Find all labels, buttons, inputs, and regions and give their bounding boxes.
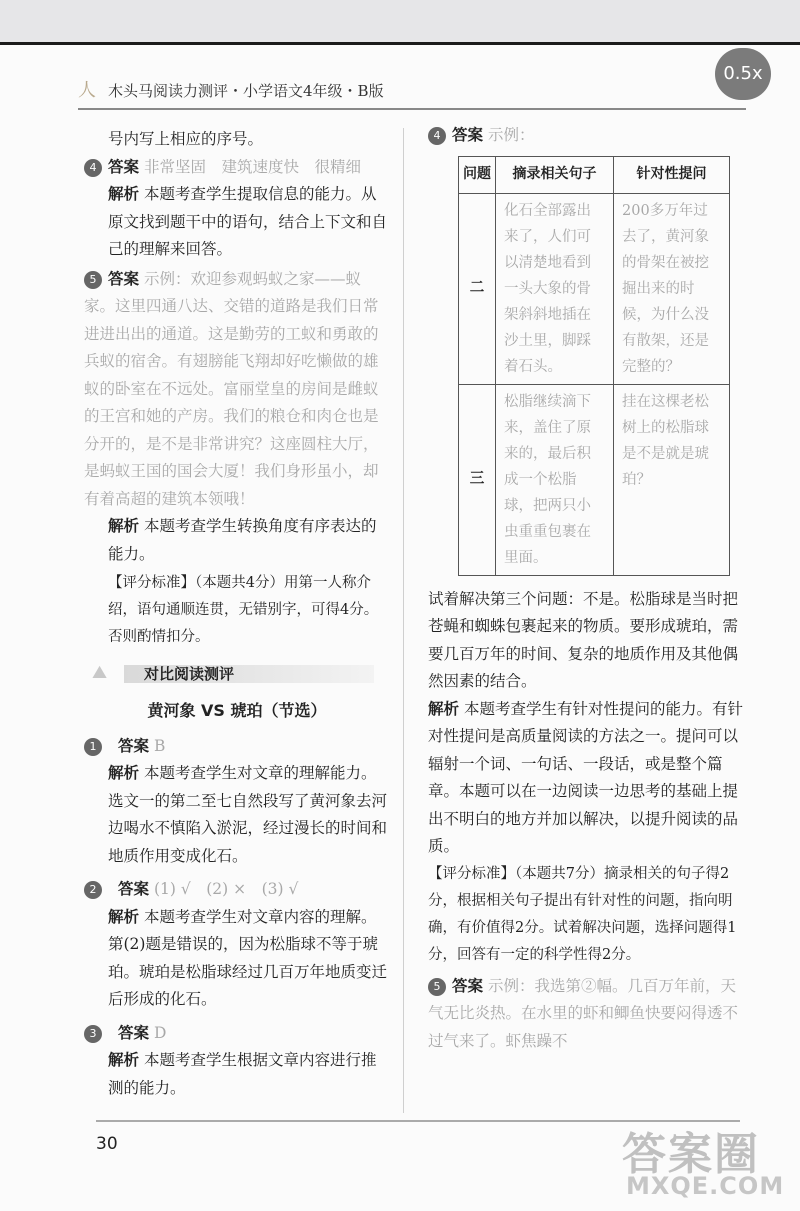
column-divider	[403, 128, 404, 1113]
analysis-a2	[84, 904, 390, 1014]
question-number: 5	[428, 978, 446, 996]
right-column	[428, 122, 746, 1055]
answer-a3-line	[84, 1020, 390, 1048]
answer-label: 答案	[118, 880, 150, 898]
analysis-text: 本题考查学生对文章的理解能力。选文一的第二至七自然段写了黄河象去河边喝水不慎陷入淤泥，经过漫长的时间和地质作用变成化石。	[108, 764, 388, 865]
answer-label: 答案	[452, 126, 484, 144]
question-number: 1	[84, 738, 102, 756]
table-cell-sentence: 化石全部露出来了，人们可以清楚地看到一头大象的骨架斜斜地插在沙土里，脚踩着石头。	[496, 193, 614, 384]
analysis-text: 本题考查学生有针对性提问的能力。有针对性提问是高质量阅读的方法之一。提问可以辐射一个词、一句话、一段话，或是整个篇章。本题可以在一边阅读一边思考的基础上提出不明白的地方并加以解决，以提升阅读的品质。	[428, 699, 743, 855]
answer-text: D	[153, 1023, 167, 1042]
scoring-standard-5: 【评分标准】（本题共4分）用第一人称介绍，语句通顺连贯，无错别字，可得4分。否则酌情扣分。	[108, 575, 379, 645]
table-cell-question-text: 200多万年过去了，黄河象的骨架在被挖掘出来的时候，为什么没有散架，还是完整的？	[614, 193, 730, 384]
top-divider	[0, 42, 800, 45]
answer-text: B	[153, 736, 166, 755]
question-number: 5	[84, 271, 102, 289]
header-person-icon: 人	[78, 80, 96, 101]
table-cell-question: 二	[459, 193, 496, 384]
watermark-url: MXQE.COM	[626, 1172, 785, 1200]
answer-a1-line	[84, 733, 390, 761]
page-number: 30	[96, 1134, 118, 1154]
analysis-label: 解析	[108, 764, 140, 782]
answer-5-line	[84, 266, 390, 514]
watermark-logo: 答案圈	[622, 1129, 760, 1180]
viewer-top-bar	[0, 0, 800, 42]
table-row	[459, 384, 730, 575]
playback-speed-button[interactable]: 0.5x	[715, 48, 771, 100]
answer-label: 答案	[118, 736, 150, 755]
section-header	[84, 659, 390, 689]
analysis-a1	[84, 760, 390, 870]
article-title: 黄河象 VS 琥珀（节选）	[147, 701, 327, 720]
analysis-label: 解析	[108, 517, 140, 535]
analysis-label: 解析	[428, 699, 460, 718]
analysis-label: 解析	[108, 185, 140, 203]
question-number: 4	[428, 127, 446, 145]
scoring-standard-r4: 【评分标准】（本题共7分）摘录相关的句子得2分，根据相关句子提出有针对性的问题，指向明确，有价值得2分。试着解决问题，选择问题得1分，回答有一定的科学性得2分。	[428, 865, 737, 963]
answer-text: 示例：	[487, 126, 535, 144]
answer-text: 示例：我选第②幅。几百万年前，天气无比炎热。在水里的虾和鲫鱼快要闷得透不过气来了。虾焦躁不	[428, 976, 739, 1050]
header-rule	[78, 108, 746, 110]
running-header: 木头马阅读力测评・小学语文4年级・B版	[108, 82, 384, 100]
left-column	[84, 126, 390, 1102]
answer-text: 非常坚固 建筑速度快 很精细	[143, 157, 361, 176]
table-header-row	[459, 156, 730, 193]
solve-paragraph: 试着解决第三个问题：不是。松脂球是当时把苍蝇和蜘蛛包裹起来的物质。要形成琥珀，需要几百万年的时间、复杂的地质作用及其他偶然因素的结合。	[428, 589, 739, 690]
mountain-icon: ⛰	[92, 662, 108, 683]
continued-line: 号内写上相应的序号。	[108, 130, 264, 148]
answer-label: 答案	[108, 269, 140, 288]
answer-label: 答案	[452, 976, 484, 995]
analysis-a3	[84, 1047, 390, 1102]
section-title: 对比阅读测评	[144, 665, 235, 683]
column-header: 针对性提问	[614, 156, 730, 193]
analysis-5	[84, 513, 390, 568]
table-cell-question: 三	[459, 384, 496, 575]
analysis-r4	[428, 696, 746, 861]
question-number: 4	[84, 159, 102, 177]
table-row	[459, 193, 730, 384]
question-number: 3	[84, 1025, 102, 1043]
analysis-label: 解析	[108, 1051, 140, 1069]
answer-text: 示例：欢迎参观蚂蚁之家——蚁家。这里四通八达、交错的道路是我们日常进进出出的通道。这是勤劳的工蚁和勇敢的兵蚁的宿舍。有翅膀能飞翔却好吃懒做的雄蚁的卧室在不远处。富丽堂皇的房间是雌蚁的王宫和她的产房。我们的粮仓和肉仓也是分开的，是不是非常讲究？这座圆柱大厅，是蚂蚁王国的国会大厦！我们身形虽小，却有着高超的建筑本领哦！	[84, 269, 379, 508]
answer-a2-line	[84, 876, 390, 904]
table-cell-question-text: 挂在这棵老松树上的松脂球是不是就是琥珀？	[614, 384, 730, 575]
answer-text: (1) √ (2) × (3) √	[153, 880, 299, 898]
analysis-label: 解析	[108, 907, 140, 926]
column-header: 摘录相关句子	[496, 156, 614, 193]
analysis-text: 本题考查学生转换角度有序表达的能力。	[108, 517, 377, 563]
column-header: 问题	[459, 156, 496, 193]
analysis-text: 本题考查学生提取信息的能力。从原文找到题干中的语句，结合上下文和自己的理解来回答。	[108, 185, 388, 258]
analysis-text: 本题考查学生对文章内容的理解。第(2)题是错误的，因为松脂球不等于琥珀。琥珀是松脂球经过几百万年地质变迁后形成的化石。	[108, 907, 388, 1008]
answer-r4-line	[428, 122, 746, 150]
analysis-text: 本题考查学生根据文章内容进行推测的能力。	[108, 1051, 377, 1097]
question-table	[458, 156, 730, 576]
table-cell-sentence: 松脂继续滴下来，盖住了原来的，最后积成一个松脂球，把两只小虫重重包裹在里面。	[496, 384, 614, 575]
question-number: 2	[84, 881, 102, 899]
answer-label: 答案	[118, 1023, 150, 1042]
answer-4-line	[84, 154, 390, 182]
analysis-4	[84, 181, 390, 264]
answer-r5-line	[428, 973, 746, 1056]
answer-label: 答案	[108, 157, 140, 176]
